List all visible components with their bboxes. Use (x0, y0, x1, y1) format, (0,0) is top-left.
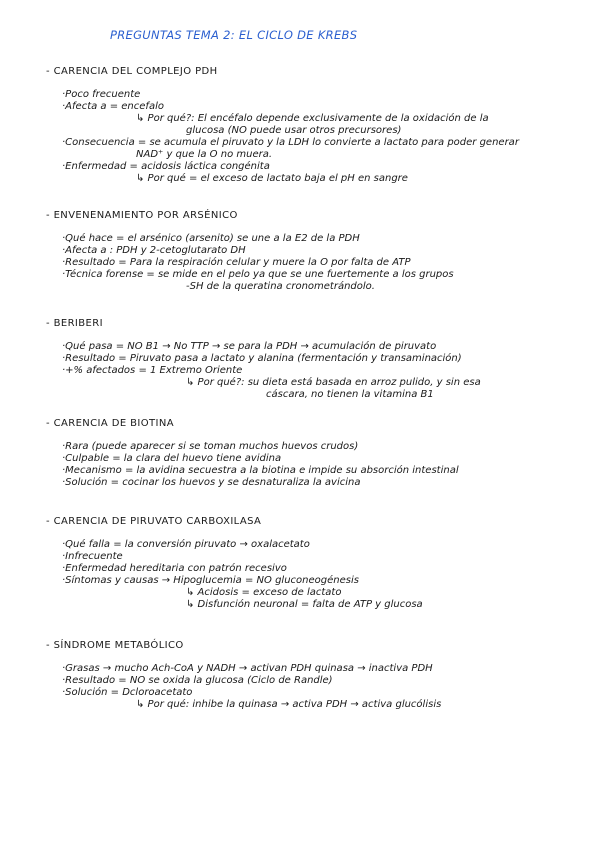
note-line: ·Técnica forense = se mide en el pelo ya que se une fuertemente a los grupos (62, 269, 454, 280)
note-line: ↳ Por qué: inhibe la quinasa → activa PDH → activa glucólisis (136, 699, 442, 710)
note-line: ·Solución = cocinar los huevos y se desnaturaliza la avicina (62, 477, 361, 488)
note-line: ·Resultado = Para la respiración celular y muere la O por falta de ATP (62, 257, 411, 268)
note-line: ·Rara (puede aparecer si se toman muchos huevos crudos) (62, 441, 359, 452)
note-line: ·Culpable = la clara del huevo tiene avidina (62, 453, 282, 464)
note-line: ·Enfermedad hereditaria con patrón recesivo (62, 563, 287, 574)
note-line: glucosa (NO puede usar otros precursores) (186, 125, 402, 136)
note-line: ·Resultado = Piruvato pasa a lactato y alanina (fermentación y transaminación) (62, 353, 462, 364)
note-line: ·Resultado = NO se oxida la glucosa (Ciclo de Randle) (62, 675, 333, 686)
note-line: ·Afecta a = encefalo (62, 101, 164, 112)
note-line: -SH de la queratina cronometrándolo. (186, 281, 375, 292)
note-line: ·Síntomas y causas → Hipoglucemia = NO gluconeogénesis (62, 575, 359, 586)
note-line: ·Qué falla = la conversión piruvato → oxalacetato (62, 539, 310, 550)
note-line: ↳ Disfunción neuronal = falta de ATP y glucosa (186, 599, 423, 610)
section-heading: - CARENCIA DEL COMPLEJO PDH (46, 66, 586, 77)
note-line: ·Solución = Dcloroacetato (62, 687, 193, 698)
note-line: cáscara, no tienen la vitamina B1 (266, 389, 434, 400)
note-line: ·Consecuencia = se acumula el piruvato y la LDH lo convierte a lactato para poder generar (62, 137, 519, 148)
section-metabolic-syndrome (46, 640, 586, 711)
note-line: ↳ Por qué?: su dieta está basada en arroz pulido, y sin esa (186, 377, 481, 388)
section-arsenic (46, 210, 586, 293)
section-pdh-deficiency (46, 66, 586, 185)
note-line: ↳ Acidosis = exceso de lactato (186, 587, 342, 598)
note-line: ·Poco frecuente (62, 89, 141, 100)
section-heading: - CARENCIA DE PIRUVATO CARBOXILASA (46, 516, 586, 527)
note-line: ·Afecta a : PDH y 2-cetoglutarato DH (62, 245, 246, 256)
section-heading: - BERIBERI (46, 318, 586, 329)
note-line: ·Qué hace = el arsénico (arsenito) se une a la E2 de la PDH (62, 233, 360, 244)
section-heading: - ENVENENAMIENTO POR ARSÉNICO (46, 210, 586, 221)
note-line: ·+% afectados = 1 Extremo Oriente (62, 365, 243, 376)
section-heading: - CARENCIA DE BIOTINA (46, 418, 586, 429)
note-line: ↳ Por qué = el exceso de lactato baja el pH en sangre (136, 173, 408, 184)
note-line: NAD⁺ y que la O no muera. (136, 149, 273, 160)
section-pyruvate-carboxylase (46, 516, 586, 611)
note-line: ·Enfermedad = acidosis láctica congénita (62, 161, 270, 172)
note-line: ·Qué pasa = NO B1 → No TTP → se para la PDH → acumulación de piruvato (62, 341, 437, 352)
section-biotin (46, 418, 586, 489)
note-line: ·Infrecuente (62, 551, 123, 562)
section-heading: - SÍNDROME METABÓLICO (46, 640, 586, 651)
note-line: ·Grasas → mucho Ach-CoA y NADH → activan PDH quinasa → inactiva PDH (62, 663, 433, 674)
note-line: ↳ Por qué?: El encéfalo depende exclusivamente de la oxidación de la (136, 113, 489, 124)
section-beriberi (46, 318, 586, 401)
page-title: PREGUNTAS TEMA 2: EL CICLO DE KREBS (110, 28, 358, 42)
note-line: ·Mecanismo = la avidina secuestra a la biotina e impide su absorción intestinal (62, 465, 459, 476)
